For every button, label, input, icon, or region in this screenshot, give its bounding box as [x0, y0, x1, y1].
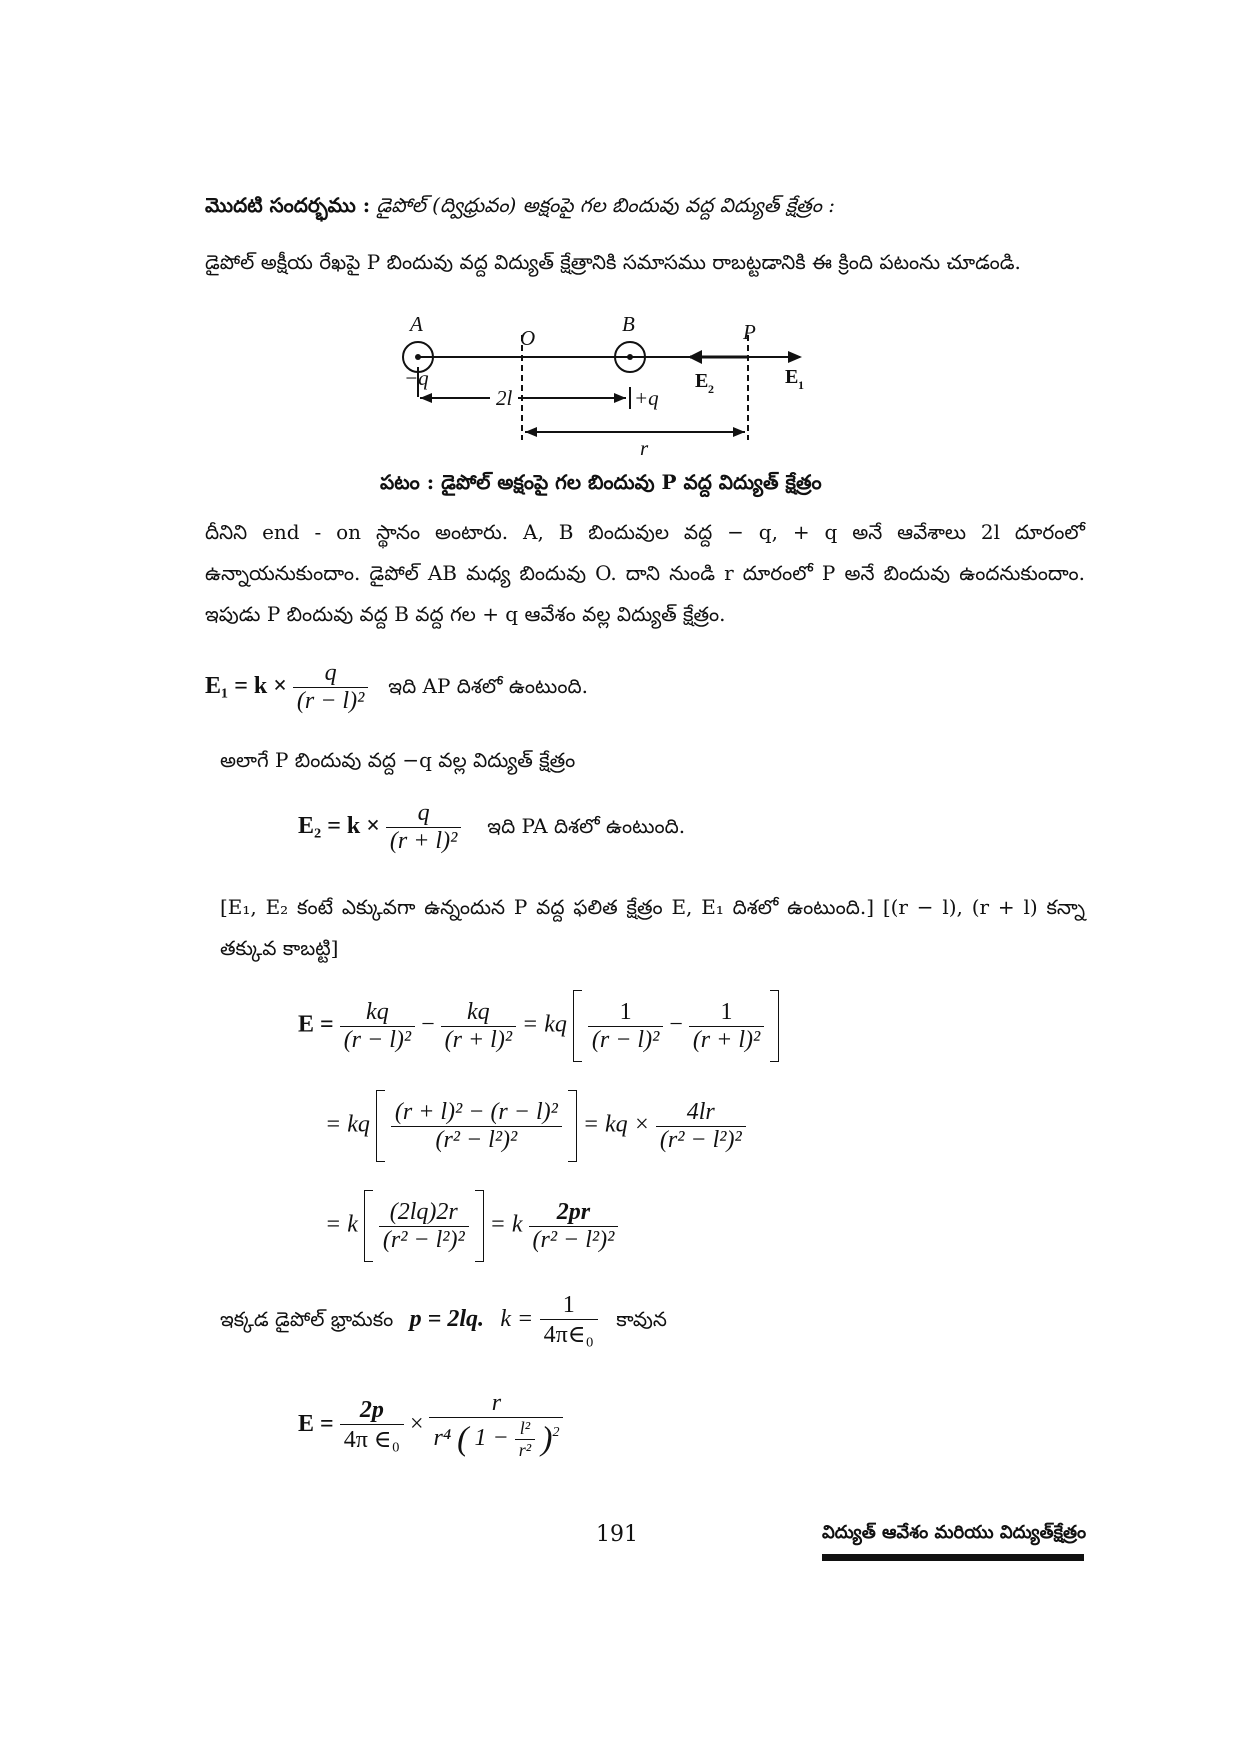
label-neg-q: −q	[404, 366, 429, 390]
eq4-lhs: = kq	[325, 1111, 370, 1138]
e2-arrowhead	[688, 350, 702, 364]
eq2-num: q	[386, 800, 461, 828]
eq6-den2-a: r⁴	[433, 1425, 452, 1452]
charge-b-dot	[627, 354, 633, 360]
eq3-fraction-4	[689, 999, 764, 1054]
dipole-diagram	[390, 305, 830, 465]
section-heading-label: మొదటి సందర్భము :	[205, 193, 371, 217]
eq6-den: 4π ∈₀	[343, 1427, 400, 1453]
eq5-den2: (r² − l²)²	[532, 1226, 615, 1253]
eq6-den2	[429, 1418, 563, 1461]
page-number: 191	[596, 1522, 638, 1547]
eq3-fraction-2	[441, 999, 516, 1054]
eq3-f3-den: (r − l)²	[591, 1026, 660, 1053]
eq3-bracket-left	[573, 990, 582, 1062]
eq4-mid: = kq ×	[582, 1111, 650, 1138]
eq5-mid: = k	[489, 1211, 523, 1238]
two-l-right-arrow	[614, 393, 626, 403]
eq4-bracket-left	[376, 1090, 385, 1162]
eq5-fraction-1	[379, 1199, 469, 1254]
paragraph-dipole-moment	[220, 1292, 667, 1349]
label-b: B	[622, 312, 635, 336]
eq2-den: (r + l)²	[389, 828, 458, 854]
eq3-fraction-1	[340, 999, 415, 1054]
eq5-fraction-2	[529, 1199, 619, 1254]
intro-text: డైపోల్ అక్షీయ రేఖపై P బిందువు వద్ద విద్యుత్ క్షేత్రానికి సమాసము రాబట్టడానికి ఈ క్రింది పటంను చూడండి.	[205, 250, 1021, 274]
eq6-fraction-2	[429, 1390, 563, 1461]
label-a: A	[410, 312, 423, 336]
equation-e1	[205, 660, 588, 715]
eq6-times: ×	[409, 1411, 424, 1438]
eq6-num: 2p	[340, 1397, 404, 1425]
p4-k-fraction	[540, 1292, 598, 1349]
eq6-lhs: E =	[298, 1411, 334, 1438]
section-heading-text: డైపోల్ (ద్విధ్రువం) అక్షంపై గల బిందువు వద్ద విద్యుత్ క్షేత్రం :	[376, 193, 835, 217]
eq4-fraction-2	[656, 1099, 746, 1154]
p4-post: కావున	[616, 1307, 667, 1331]
eq3-minus-1: −	[421, 1011, 435, 1038]
chapter-title: విద్యుత్ ఆవేశం మరియు విద్యుత్‌క్షేత్రం	[822, 1522, 1087, 1543]
paragraph-end-on: దీనిని end - on స్థానం అంటారు. A, B బిందువుల వద్ద − q, + q అనే ఆవేశాలు 2l దూరంలో ఉన్నాయనుకుందాం. డైపోల్ AB మధ్య బిందువు O. దాని నుండి r దూరంలో P అనే బిందువు ఉందనుకుందాం. ఇపుడు P బిందువు వద్ద B వద్ద గల + q ఆవేశం వల్ల విద్యుత్ క్షేత్రం.	[205, 520, 1085, 626]
label-two-l: 2l	[496, 386, 513, 410]
label-e1-sub: 1	[798, 378, 804, 392]
label-r: r	[640, 436, 649, 460]
label-o: O	[520, 326, 536, 350]
eq3-bracket-right	[770, 990, 779, 1062]
eq3-f1-den: (r − l)²	[343, 1026, 412, 1053]
eq5-bracket-right	[475, 1190, 484, 1262]
eq3-lhs: E =	[298, 1011, 334, 1038]
paragraph-resultant: [E₁, E₂ కంటే ఎక్కువగా ఉన్నందున P వద్ద ఫలిత క్షేత్రం E, E₁ దిశలో ఉంటుంది.] [(r − l), (r + l) కన్నా తక్కువ కాబట్టి]	[220, 895, 1085, 960]
eq4-bracket-right	[568, 1090, 577, 1162]
footer-rule	[822, 1554, 1084, 1561]
eq6-inner-fraction	[515, 1418, 535, 1461]
eq6-inner-den: r²	[518, 1440, 532, 1460]
eq5-den: (r² − l²)²	[382, 1226, 465, 1253]
eq6-den2-b: 1 −	[474, 1425, 509, 1452]
eq1-den: (r − l)²	[296, 688, 365, 714]
p4-k-num: 1	[540, 1292, 598, 1320]
equation-e-step2	[325, 1090, 746, 1162]
p4-p-eq: p = 2lq.	[409, 1306, 484, 1332]
eq4-fraction-1	[391, 1099, 562, 1154]
eq1-num: q	[293, 660, 368, 688]
eq3-eq-kq: = kq	[522, 1011, 567, 1038]
two-l-left-arrow	[420, 393, 432, 403]
eq6-paren-left: (	[457, 1420, 469, 1458]
r-right-arrow	[733, 427, 745, 437]
eq5-num: (2lq)2r	[379, 1199, 469, 1227]
p4-pre: ఇక్కడ డైపోల్ భ్రామకం	[220, 1307, 394, 1331]
equation-e-step3	[325, 1190, 618, 1262]
eq4-den2: (r² − l²)²	[659, 1126, 742, 1153]
eq5-lhs: = k	[325, 1211, 358, 1238]
eq1-lhs: E₁ = k ×	[205, 673, 287, 700]
eq3-f1-num: kq	[340, 999, 415, 1027]
eq5-num2: 2pr	[529, 1199, 619, 1227]
eq2-note: ఇది PA దిశలో ఉంటుంది.	[487, 814, 686, 839]
eq2-fraction	[386, 800, 461, 855]
r-left-arrow	[525, 427, 537, 437]
figure-caption: పటం : డైపోల్ అక్షంపై గల బిందువు P వద్ద విద్యుత్ క్షేత్రం	[380, 470, 822, 494]
label-e2-sub: 2	[708, 382, 714, 396]
eq3-fraction-3	[588, 999, 663, 1054]
eq2-lhs: E₂ = k ×	[298, 813, 380, 840]
label-p: P	[743, 320, 756, 344]
paragraph-neg-q: అలాగే P బిందువు వద్ద −q వల్ల విద్యుత్ క్షేత్రం	[220, 748, 576, 772]
eq4-num: (r + l)² − (r − l)²	[391, 1099, 562, 1127]
eq6-den2-exp: 2	[552, 1425, 560, 1441]
p4-k-den: 4π∈₀	[543, 1322, 594, 1348]
eq3-minus-2: −	[669, 1011, 683, 1038]
eq6-fraction-1	[340, 1397, 404, 1454]
eq5-bracket-left	[364, 1190, 373, 1262]
eq4-num2: 4lr	[656, 1099, 746, 1127]
eq3-f3-num: 1	[588, 999, 663, 1027]
equation-e-final	[298, 1390, 563, 1461]
eq1-fraction	[293, 660, 368, 715]
equation-e-step1	[298, 990, 779, 1062]
p4-k-eq: k =	[500, 1306, 534, 1332]
section-heading	[205, 193, 835, 217]
eq3-f4-den: (r + l)²	[692, 1026, 761, 1053]
charge-a-dot	[415, 354, 421, 360]
eq6-paren-right: )	[541, 1420, 553, 1458]
equation-e2	[298, 800, 685, 855]
e1-arrowhead	[788, 351, 802, 363]
eq3-f2-num: kq	[441, 999, 516, 1027]
eq3-f4-num: 1	[689, 999, 764, 1027]
eq3-f2-den: (r + l)²	[444, 1026, 513, 1053]
label-e1: E	[785, 366, 799, 388]
label-e2: E	[695, 370, 709, 392]
label-pos-q: +q	[634, 386, 659, 410]
eq6-num2: r	[429, 1390, 563, 1418]
eq4-den: (r² − l²)²	[435, 1126, 518, 1153]
eq1-note: ఇది AP దిశలో ఉంటుంది.	[388, 674, 588, 699]
eq6-inner-num: l²	[515, 1418, 535, 1440]
